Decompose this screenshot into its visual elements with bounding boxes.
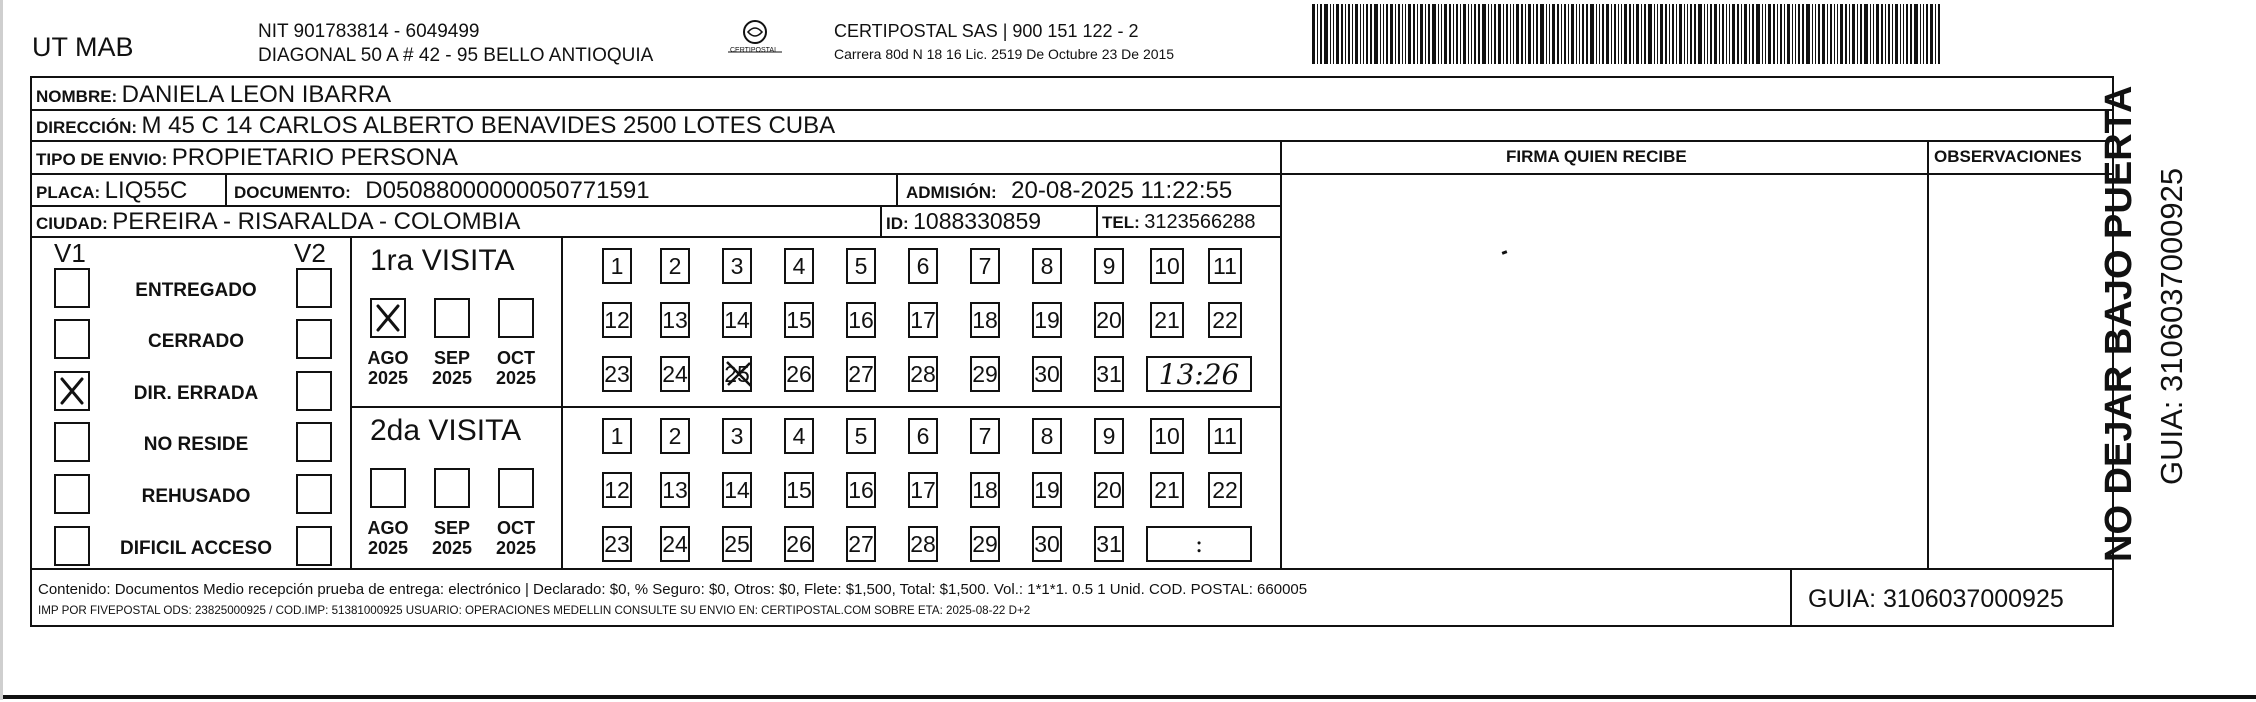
day-number: 25 xyxy=(724,360,750,387)
day-box[interactable] xyxy=(970,472,1000,508)
footer-top-line xyxy=(30,568,2114,570)
day-number: 13 xyxy=(662,476,688,503)
footer-guia: GUIA: 3106037000925 xyxy=(1808,585,2064,613)
status-v1-checkbox[interactable] xyxy=(54,526,90,566)
divider-footer-guia xyxy=(1790,568,1792,627)
tel-value: 3123566288 xyxy=(1144,211,1256,233)
day-box[interactable] xyxy=(722,472,752,508)
placa-value: LIQ55C xyxy=(104,177,188,204)
day-number: 20 xyxy=(1096,476,1122,503)
company-name: UT MAB xyxy=(32,32,134,62)
barcode xyxy=(1312,4,1950,64)
day-box[interactable] xyxy=(1032,472,1062,508)
admision-label: ADMISIÓN: xyxy=(906,183,997,202)
tel-row xyxy=(1102,212,1255,232)
status-option-label: DIFICIL ACCESO xyxy=(120,538,273,559)
day-box[interactable] xyxy=(660,472,690,508)
day-number: 29 xyxy=(972,360,998,387)
side-guia: GUIA: 3106037000925 xyxy=(2154,167,2189,485)
visit-time: 13:26 xyxy=(1158,357,1240,391)
placa-row xyxy=(36,179,187,203)
status-v2-checkbox[interactable] xyxy=(296,474,332,514)
status-option-label: CERRADO xyxy=(147,331,245,352)
form-left-border xyxy=(30,76,32,627)
day-number: 30 xyxy=(1034,530,1060,557)
tipo-label: TIPO DE ENVIO: xyxy=(36,150,168,169)
company-nit: NIT 901783814 - 6049499 xyxy=(258,21,480,42)
month-checkbox[interactable] xyxy=(370,298,406,338)
tel-label: TEL: xyxy=(1102,213,1140,232)
page-left-edge xyxy=(0,0,3,700)
divider-placa xyxy=(225,173,227,206)
id-label: ID: xyxy=(886,214,909,233)
day-number: 1 xyxy=(610,252,624,279)
day-number: 18 xyxy=(972,306,998,333)
day-number: 3 xyxy=(730,252,744,279)
carrier-name: CERTIPOSTAL SAS | 900 151 122 - 2 xyxy=(834,21,1139,41)
day-number: 21 xyxy=(1154,476,1180,503)
status-v1-checkbox[interactable] xyxy=(54,422,90,462)
day-number: 14 xyxy=(724,306,750,333)
day-box[interactable] xyxy=(1150,472,1184,508)
day-box[interactable] xyxy=(908,356,938,392)
divider-admision xyxy=(896,173,898,206)
day-box[interactable] xyxy=(602,418,632,454)
month-year: 2025 xyxy=(495,538,537,558)
check-mark-icon xyxy=(375,303,401,333)
month-label xyxy=(492,348,540,388)
day-box[interactable] xyxy=(846,248,876,284)
check-mark-icon xyxy=(59,376,85,406)
day-box[interactable] xyxy=(908,472,938,508)
day-box[interactable] xyxy=(784,526,814,562)
visit-title: 1ra VISITA xyxy=(370,244,515,277)
day-box[interactable] xyxy=(846,472,876,508)
id-value: 1088330859 xyxy=(913,208,1042,234)
nombre-row xyxy=(36,83,391,107)
day-number: 17 xyxy=(910,306,936,333)
documento-row xyxy=(234,179,650,203)
day-number: 2 xyxy=(668,422,682,449)
day-number: 12 xyxy=(604,476,630,503)
day-number: 9 xyxy=(1102,422,1116,449)
month-year: 2025 xyxy=(431,368,473,388)
day-box[interactable] xyxy=(846,302,876,338)
day-number: 23 xyxy=(604,530,630,557)
day-number: 31 xyxy=(1096,360,1122,387)
day-box[interactable] xyxy=(908,526,938,562)
day-number: 10 xyxy=(1154,422,1180,449)
form-bottom-border xyxy=(30,625,2114,627)
ciudad-value: PEREIRA - RISARALDA - COLOMBIA xyxy=(112,208,521,235)
documento-label: DOCUMENTO: xyxy=(234,183,351,202)
day-number: 28 xyxy=(910,360,936,387)
day-box[interactable] xyxy=(1032,418,1062,454)
day-number: 16 xyxy=(848,306,874,333)
direccion-label: DIRECCIÓN: xyxy=(36,118,138,137)
direccion-row xyxy=(36,114,835,138)
day-box[interactable] xyxy=(784,356,814,392)
direccion-value: M 45 C 14 CARLOS ALBERTO BENAVIDES 2500 LOTES CUBA xyxy=(141,112,836,139)
day-number: 4 xyxy=(792,422,806,449)
divider-visits xyxy=(350,406,1282,408)
day-box[interactable] xyxy=(1150,418,1184,454)
day-box[interactable] xyxy=(970,248,1000,284)
day-box[interactable] xyxy=(970,356,1000,392)
divider-tel xyxy=(1096,205,1098,237)
day-number: 29 xyxy=(972,530,998,557)
month-checkbox[interactable] xyxy=(434,468,470,508)
day-number: 7 xyxy=(978,422,992,449)
day-number: 31 xyxy=(1096,530,1122,557)
divider-firma xyxy=(1280,140,1282,570)
footer-content: Contenido: Documentos Medio recepción prueba de entrega: electrónico | Declarado: $0, % Seguro: $0, Otros: $0, Flete: $1,500, Total: $1,500. Vol.: 1*1*1. 0.5 1 Unid. COD. POSTAL: 660005 xyxy=(38,581,1308,598)
day-box[interactable] xyxy=(784,302,814,338)
nombre-value: DANIELA LEON IBARRA xyxy=(121,81,392,108)
day-box[interactable] xyxy=(1208,248,1242,284)
day-number: 3 xyxy=(730,422,744,449)
month-name: AGO xyxy=(367,348,409,368)
day-number: 5 xyxy=(854,252,868,279)
day-box[interactable] xyxy=(970,302,1000,338)
day-number: 28 xyxy=(910,530,936,557)
v2-label: V2 xyxy=(294,238,326,268)
month-year: 2025 xyxy=(367,368,409,388)
day-number: 4 xyxy=(792,252,806,279)
status-option-label: ENTREGADO xyxy=(135,280,257,301)
id-row xyxy=(886,210,1041,233)
day-number: 23 xyxy=(604,360,630,387)
month-label xyxy=(428,518,476,558)
day-box[interactable] xyxy=(660,302,690,338)
day-box[interactable] xyxy=(970,526,1000,562)
day-box[interactable] xyxy=(1094,248,1124,284)
day-box[interactable] xyxy=(602,472,632,508)
month-checkbox[interactable] xyxy=(434,298,470,338)
day-box[interactable] xyxy=(602,356,632,392)
tipo-value: PROPIETARIO PERSONA xyxy=(171,144,459,171)
day-box[interactable] xyxy=(1094,356,1124,392)
day-box[interactable] xyxy=(784,418,814,454)
day-number: 8 xyxy=(1040,252,1054,279)
day-box[interactable] xyxy=(722,526,752,562)
day-number: 26 xyxy=(786,360,812,387)
placa-label: PLACA: xyxy=(36,183,101,202)
status-v2-checkbox[interactable] xyxy=(296,268,332,308)
day-box[interactable] xyxy=(602,302,632,338)
day-box[interactable] xyxy=(908,248,938,284)
status-v2-checkbox[interactable] xyxy=(296,422,332,462)
day-number: 21 xyxy=(1154,306,1180,333)
certipostal-logo-icon xyxy=(724,18,786,58)
status-option-label: DIR. ERRADA xyxy=(133,383,259,404)
month-name: AGO xyxy=(367,518,409,538)
day-box[interactable] xyxy=(1208,418,1242,454)
day-number: 27 xyxy=(848,360,874,387)
day-box[interactable] xyxy=(602,526,632,562)
v1-label: V1 xyxy=(54,238,86,268)
day-number: 12 xyxy=(604,306,630,333)
tipo-row xyxy=(36,146,458,170)
day-number: 24 xyxy=(662,530,688,557)
documento-value: D05088000000050771591 xyxy=(365,177,650,204)
month-label xyxy=(492,518,540,558)
visit-time-box[interactable] xyxy=(1146,356,1252,392)
day-box[interactable] xyxy=(1208,302,1242,338)
observaciones-label: OBSERVACIONES xyxy=(1934,147,2082,166)
day-number: 11 xyxy=(1213,422,1237,449)
day-number: 26 xyxy=(786,530,812,557)
ciudad-label: CIUDAD: xyxy=(36,214,108,233)
day-box[interactable] xyxy=(1208,472,1242,508)
day-box[interactable] xyxy=(722,248,752,284)
visit-time-box[interactable] xyxy=(1146,526,1252,562)
divider-status xyxy=(350,236,352,569)
row-line-3 xyxy=(30,173,2114,175)
month-name: OCT xyxy=(497,518,535,538)
carrier-license: Carrera 80d N 18 16 Lic. 2519 De Octubre 23 De 2015 xyxy=(834,46,1175,62)
day-box[interactable] xyxy=(970,418,1000,454)
month-name: SEP xyxy=(433,518,471,538)
day-number: 19 xyxy=(1034,476,1060,503)
day-number: 11 xyxy=(1213,252,1237,279)
day-number: 18 xyxy=(972,476,998,503)
day-box[interactable] xyxy=(1032,526,1062,562)
day-number: 16 xyxy=(848,476,874,503)
day-number: 22 xyxy=(1212,306,1238,333)
day-box[interactable] xyxy=(784,472,814,508)
day-number: 24 xyxy=(662,360,688,387)
side-warning: NO DEJAR BAJO PUERTA xyxy=(2098,85,2140,562)
day-number: 27 xyxy=(848,530,874,557)
day-number: 15 xyxy=(786,476,812,503)
status-option-label: REHUSADO xyxy=(141,486,251,507)
status-v2-checkbox[interactable] xyxy=(296,319,332,359)
status-option-label: NO RESIDE xyxy=(143,434,249,455)
day-number: 25 xyxy=(724,530,750,557)
month-label xyxy=(364,518,412,558)
day-box[interactable] xyxy=(784,248,814,284)
day-box[interactable] xyxy=(846,418,876,454)
divider-id xyxy=(880,205,882,237)
month-label xyxy=(364,348,412,388)
day-box[interactable] xyxy=(660,356,690,392)
day-box[interactable] xyxy=(908,418,938,454)
day-number: 17 xyxy=(910,476,936,503)
day-box[interactable] xyxy=(722,302,752,338)
admision-row xyxy=(906,179,1232,203)
signature-mark xyxy=(1502,250,1508,255)
day-box[interactable] xyxy=(846,356,876,392)
page-bottom-border xyxy=(0,695,2256,699)
day-box[interactable] xyxy=(1032,356,1062,392)
day-box[interactable] xyxy=(1094,472,1124,508)
month-year: 2025 xyxy=(495,368,537,388)
day-box[interactable] xyxy=(1094,418,1124,454)
nombre-label: NOMBRE: xyxy=(36,87,118,106)
divider-observaciones xyxy=(1927,140,1929,570)
day-box[interactable] xyxy=(1032,302,1062,338)
day-box[interactable] xyxy=(846,526,876,562)
day-box[interactable] xyxy=(660,418,690,454)
day-box[interactable] xyxy=(1150,302,1184,338)
day-box[interactable] xyxy=(602,248,632,284)
row-line-2 xyxy=(30,140,2114,142)
month-label xyxy=(428,348,476,388)
firma-label: FIRMA QUIEN RECIBE xyxy=(1506,147,1687,166)
divider-months xyxy=(561,236,563,569)
status-v1-checkbox[interactable] xyxy=(54,474,90,514)
day-number: 14 xyxy=(724,476,750,503)
status-v1-checkbox[interactable] xyxy=(54,319,90,359)
ciudad-row xyxy=(36,210,520,234)
month-name: SEP xyxy=(433,348,471,368)
day-number: 2 xyxy=(668,252,682,279)
day-number: 19 xyxy=(1034,306,1060,333)
day-box[interactable] xyxy=(1094,302,1124,338)
company-address: DIAGONAL 50 A # 42 - 95 BELLO ANTIOQUIA xyxy=(258,45,654,66)
day-number: 15 xyxy=(786,306,812,333)
day-box[interactable] xyxy=(1150,248,1184,284)
day-number: 13 xyxy=(662,306,688,333)
month-checkbox[interactable] xyxy=(370,468,406,508)
day-number: 8 xyxy=(1040,422,1054,449)
admision-value: 20-08-2025 11:22:55 xyxy=(1011,177,1233,204)
row-line-4 xyxy=(30,205,1282,207)
day-box[interactable] xyxy=(660,248,690,284)
month-checkbox[interactable] xyxy=(498,468,534,508)
month-checkbox[interactable] xyxy=(498,298,534,338)
day-box[interactable] xyxy=(722,356,752,392)
day-number: 20 xyxy=(1096,306,1122,333)
day-box[interactable] xyxy=(1094,526,1124,562)
day-cross-mark-icon xyxy=(724,358,754,390)
row-line-5 xyxy=(30,236,1282,238)
day-number: 1 xyxy=(610,422,624,449)
day-box[interactable] xyxy=(722,418,752,454)
month-name: OCT xyxy=(497,348,535,368)
day-box[interactable] xyxy=(908,302,938,338)
footer-imp: IMP POR FIVEPOSTAL ODS: 23825000925 / COD.IMP: 51381000925 USUARIO: OPERACIONES MEDELLIN CONSULTE SU ENVIO EN: CERTIPOSTAL.COM SOBRE ETA: 2025-08-22 D+2 xyxy=(38,604,1031,617)
row-line-1 xyxy=(30,109,2114,111)
status-v2-checkbox[interactable] xyxy=(296,526,332,566)
day-box[interactable] xyxy=(660,526,690,562)
visit-title: 2da VISITA xyxy=(370,414,522,447)
day-number: 30 xyxy=(1034,360,1060,387)
form-top-border xyxy=(30,76,2114,78)
status-v2-checkbox[interactable] xyxy=(296,371,332,411)
month-year: 2025 xyxy=(431,538,473,558)
logo-text: CERTIPOSTAL xyxy=(730,47,778,54)
day-number: 22 xyxy=(1212,476,1238,503)
status-v1-checkbox[interactable] xyxy=(54,268,90,308)
day-number: 5 xyxy=(854,422,868,449)
day-box[interactable] xyxy=(1032,248,1062,284)
day-number: 9 xyxy=(1102,252,1116,279)
status-v1-checkbox[interactable] xyxy=(54,371,90,411)
day-number: 6 xyxy=(916,422,930,449)
day-number: 10 xyxy=(1154,252,1180,279)
visit-time: : xyxy=(1194,530,1204,558)
month-year: 2025 xyxy=(367,538,409,558)
day-number: 7 xyxy=(978,252,992,279)
day-number: 6 xyxy=(916,252,930,279)
